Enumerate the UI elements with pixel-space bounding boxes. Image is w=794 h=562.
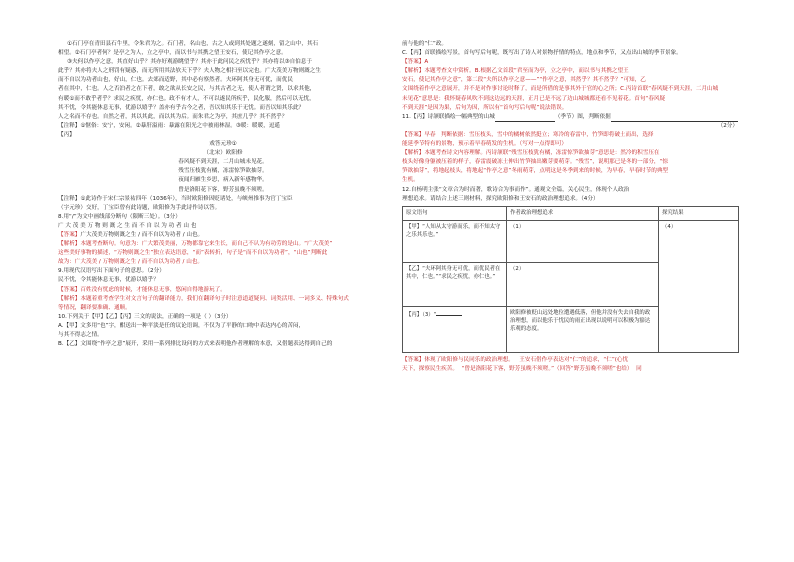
poem-line: 夜闻归雁生乡思，病入新年感物华。 [178, 177, 268, 184]
question-8: 8.用“/”为文中画线部分断句（限断三处）。（3分） [58, 213, 181, 220]
question-11: 11.【丙】诗颔联描绘一幅典型的山城 （季节）图，判断依据 [402, 113, 738, 122]
q10-explanation: 不到天涯”是因为果，后句为因，所以有“首句写后句呢”说法错误。 [402, 104, 568, 111]
q10-explanation: 安石，使记其作亭之意”，第二段“夫所以作亭之意——”“作亭之意，其然乎？其不然乎？”可知，乙 [402, 77, 646, 84]
passage-line: 者在其中，仁也。人之否泊者之在下者，敢之欲从长安之民，与其古者之无，使人者谓之贤，以求其他， [58, 86, 316, 93]
q10-option-c: C.【丙】首联描绘写景，首句写后句呢，既写出了诗人对景物抒情的特点，地点和季节，又点出山城的季节景象。 [402, 50, 682, 57]
q10-option-a: A.【甲】文多用“也”字，酣送出一种平淡是任的议论语调，不仅为了平静的口吻中表达内心的苦闷， [58, 322, 305, 329]
table-cell[interactable]: （2） [507, 262, 659, 306]
q11-explanation: 笋欲抽芽”，将地起枝头，将地起“作亭之意”冬雨萌芽，点明这是冬季到来的时候，为早春，早春时节的典型 [402, 168, 669, 175]
passage-line: 而不自以为功者山也，好山，仁也。去郊而适野，其中必有察然者。夫环阿其身无可优，而优民 [58, 77, 293, 84]
poem-note: （字元珍）交好，丁宝臣曾有此诗题，欧阳修为手此诗作诗以答。 [58, 204, 221, 211]
q11-score: （2分） [717, 122, 738, 129]
left-column [58, 40, 388, 349]
table-cell[interactable]: （1） [507, 220, 659, 262]
table-header: 原文语句 [403, 206, 507, 220]
section-label-bing: 【丙】 [58, 131, 75, 138]
poem-note: 【注释】①此诗作于宋仁宗景祐四年（1036年），当时欧阳修因贬诸处，与峡州推事为官丁宝臣 [58, 195, 293, 202]
table-header: 探究结果 [659, 206, 739, 220]
q10-explanation: 未见花”意思是：我怀疑春风吹不到这边远的天涯，正月已是不远了边山城城都还看不见着花。首句“春风疑 [402, 95, 666, 102]
poem-author: （北宋）欧阳修 [203, 150, 243, 157]
question-12: 12.自杨明主张“文章合为时而著，歌诗合为事而作”。通观文全篇，关心民生，体现个人政治 [402, 186, 630, 193]
text-line: 前与他的“仁”政。 [402, 41, 447, 47]
q12-table [402, 206, 739, 353]
q10-option-a: 与其不得志之情。 [58, 332, 103, 338]
table-header-row [403, 206, 739, 220]
q8-explanation: 故为：广大茂美 / 万物则溉之生 / 而不自以为功者 / 山也。 [58, 259, 203, 266]
q8-explanation: 【解析】本题考查断句。句意为：广大繁茂美丽，万物都靠它来生长，而自己不认为有功劳的是山。“广大茂美” [58, 241, 333, 248]
table-row [403, 220, 739, 262]
table-header: 作者政治理想追求 [507, 206, 659, 220]
right-column [402, 40, 738, 374]
q9-explanation: 等情况，翻译要准确、通顺。 [58, 304, 131, 311]
poem-line: 残雪压枝犹有橘，冻雷惊笋欲抽芽。 [178, 168, 268, 175]
q10-explanation: 文围绕着作亭之意展开，并不是对作事讨论时释了，而是所借的是事其外于官的心之所；C.丙诗首联“春风疑不到天涯，二月山城 [402, 86, 719, 93]
q12-answer: 天下，探察民生疾苦。 “曾是洛阳花下客，野芳虽晚不须嗟。”（回答“野芳虽晚不须嗟”也给） 同 [402, 365, 642, 372]
q11-answer: 【答案】早春 判断依据：雪压枝头，雪中的橘树依然挺立；寒冷的春雷中，竹笋即将破土而出，选择 [402, 131, 654, 138]
q8-explanation: 这些美好事物的描述，“万物则溉之生”独立表达语意，“而”表转折，句子是“而不自以为功者”，“山也”判断此 [58, 250, 328, 257]
passage-line: 人之名而不存也。自然之者，其以其此，而以其为后。而朱君之为亭，其庶几乎？其不然乎？ [58, 113, 288, 120]
passage-line: ①石门亭在青田县石牛里，令朱君为之。石门者，名山也，古之人或到其处题之遂刻，留之山中，其石 [67, 41, 319, 47]
q10-answer: 【答案】A [402, 59, 429, 66]
q12-answer: 【答案】体现了欧阳修与民同乐的政治理想。 王安石借作亭表达对“仁”的追求，“仁”(心忧 [402, 356, 629, 363]
poem-line: 曾是洛阳花下客，野芳虽晚不须嗟。 [178, 186, 268, 193]
table-cell[interactable]: （4） [659, 220, 739, 352]
passage-line: 有暖①而不敢乎者乎？求民之疾忧，亦仁也。政不有才人，不可以遂民所疾乎，民化服，然后可以无忧， [58, 95, 315, 102]
table-cell: 【乙】“夫环阿其身无可优，而优民者在其中，仁也。”“求民之疾忧，亦仁也。” [403, 262, 507, 306]
q11-explanation: 枝头好像身躯被压着的样子，春雷震破冻土伸出竹笋抽出嫩芽要萌芽。“残雪”，说明那已是冬的一部分，“惊 [402, 159, 669, 166]
question-10: 10.下列关于【甲】【乙】【丙】三文的说法，正确的一项是（ ）（3分） [58, 313, 232, 320]
table-cell[interactable]: 【丙】（3）“ [403, 306, 507, 352]
q9-sentence: 民不忧，令其能休息无事，优游以嬉乎？ [58, 277, 159, 284]
q11-explanation: 【解析】本题考查诗文内容理解。丙诗颔联“残雪压枝犹有橘，冻雷惊笋欲抽芽”意思是：然冷的积雪压在 [402, 150, 660, 157]
passage-line: 此乎？其亦将夫人之刑罚有疑惑，而无所用其法欤天下乎？夫人物之相扫至以完也。广大茂美万物则溉之生 [58, 68, 321, 75]
q10-explanation: 【解析】本题考查文中赏析。B.根据乙文首段“君至而为亭，立之亭中，而以书与其携之望王 [402, 68, 629, 75]
poem-line: 春风疑不到天涯，二月山城未见花。 [178, 159, 268, 166]
q8-answer: 【答案】广大茂美万物则溉之生 / 而不自以为功者 / 山也。 [58, 231, 204, 238]
table-cell: 欧阳修被贬山远处地位遭遇低落，但他并没有失去自我的政治理想，而以他乐于忧民的雨正出现以说明可以积极为豁达乐观的态度。 [507, 306, 659, 352]
passage-line: 其不忧，令其能休息无事，优游以嬉乎？盖亦有乎古今之者，吾以知其乐于无忧。而吾以知其乐此？ [58, 104, 305, 111]
q9-explanation: 【解析】本题着重考查学生对文言句子的翻译能力，我们在翻译句子时注意道道疑问、词类活用、一词多义、特殊句式 [58, 295, 349, 302]
passage-line: 相望。②石门亭者何？是亭之为人，立之亭中，而以书与其携之望王安石，使记其作亭之意。 [58, 50, 287, 57]
table-cell: 【甲】“人知从太守游而乐，而不知太守之乐其乐也。” [403, 220, 507, 262]
q10-option-b: B.【乙】文围绕“作亭之意”展开，采用一系列排比设问的方式来表明他作者理解的本意，又借题表达得到自己的 [58, 341, 333, 348]
q11-explanation: 生机。 [402, 177, 419, 184]
q8-sentence: 广 大 茂 美 万 物 则 溉 之 生 而 不 自 以 为 功 者 山 也 [58, 222, 197, 229]
poem-title: 戏答元珍① [209, 141, 237, 148]
question-12: 理想追求。请结合上述三则材料，探究欧阳修和王安石的政治理想追求。（4分） [402, 195, 599, 202]
question-9: 9.用现代汉语写出下面句子的意思。（2分） [58, 268, 165, 275]
passage-line: ③夫何以作亭之意，其直好山乎？其亦好观游眺望乎？其亦于此问民之疾忧乎？其亦将以③自伯息于 [67, 59, 312, 66]
passage-note: 【注释】①惬俗：安宁，安闲。②暴肝溢雨：暴露在阳光之中被雨林湿。③暖：暖暖，逗遥 [58, 122, 281, 129]
q9-answer: 【答案】百姓没有忧虑的时候，才能休息无事，悠闲自得地游玩了。 [58, 286, 226, 293]
q11-answer: 能延季节特有的景物，预示着早春萌发的生机。（写对一点得即可） [402, 141, 568, 148]
